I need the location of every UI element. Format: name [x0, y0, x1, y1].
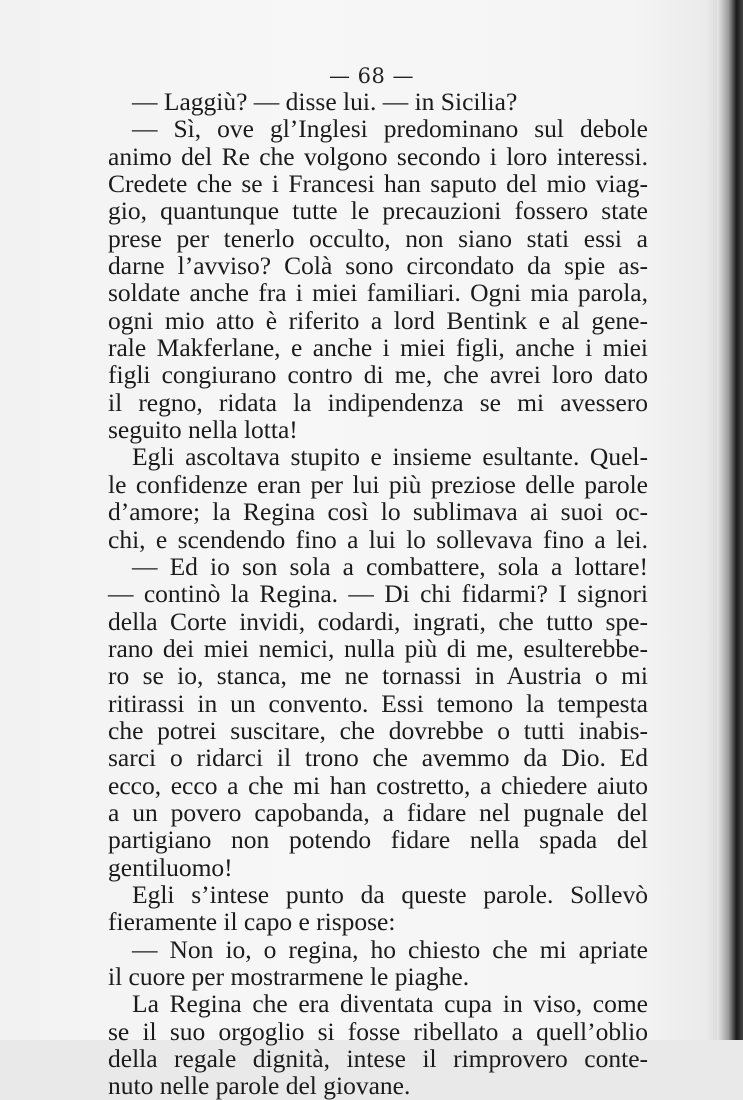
- book-spine-edge: [717, 0, 743, 1040]
- text-line: della Corte invidi, codardi, ingrati, che tutto spe-: [108, 606, 648, 636]
- text-line: il regno, ridata la indipendenza se mi avessero: [108, 387, 648, 417]
- text-line: darne l’avviso? Colà sono circondato da spie as-: [108, 251, 648, 281]
- text-line: della regale dignità, intese il rimprovero conte-: [108, 1044, 648, 1074]
- text-line: Credete che se i Francesi han saputo del mio viag-: [108, 169, 648, 199]
- body-text: [108, 88, 648, 1100]
- text-line: a un povero capobanda, a fidare nel pugnale del: [108, 797, 648, 827]
- text-line: ro se io, stanca, me ne tornassi in Austria o mi: [108, 661, 648, 691]
- text-line: — Laggiù? — disse lui. — in Sicilia?: [132, 87, 518, 116]
- page-number: — 68 —: [328, 64, 415, 88]
- text-line: La Regina che era diventata cupa in viso, come: [132, 989, 648, 1019]
- text-line: rale Makferlane, e anche i miei figli, anche i miei: [108, 333, 648, 363]
- text-line: partigiano non potendo fidare nella spada del: [108, 825, 648, 855]
- text-line: sarci o ridarci il trono che avemmo da Dio. Ed: [108, 743, 648, 773]
- text-line: fieramente il capo e rispose:: [108, 907, 396, 937]
- text-line: animo del Re che volgono secondo i loro interessi.: [108, 141, 648, 171]
- text-line: nuto nelle parole del giovane.: [108, 1071, 411, 1100]
- text-line: — Sì, ove gl’Inglesi predominano sul debole: [132, 114, 648, 144]
- text-line: figli congiurano contro di me, che avrei loro dato: [108, 360, 648, 390]
- text-line: il cuore per mostrarmene le piaghe.: [108, 962, 470, 991]
- page-gutter-shadow: [707, 0, 717, 1040]
- text-line: se il suo orgoglio si fosse ribellato a quell’oblio: [108, 1016, 648, 1046]
- text-line: — Ed io son sola a combattere, sola a lottare!: [132, 551, 648, 581]
- text-line: le confidenze eran per lui più preziose delle parole: [108, 469, 648, 499]
- text-line: — Non io, o regina, ho chiesto che mi apriate: [132, 934, 648, 964]
- text-line: seguito nella lotta!: [108, 415, 298, 445]
- text-line: ogni mio atto è riferito a lord Bentink e al gene-: [108, 305, 648, 335]
- text-line: Egli ascoltava stupito e insieme esultante. Quel-: [132, 442, 648, 472]
- text-line: d’amore; la Regina così lo sublimava ai suoi oc-: [108, 497, 648, 527]
- text-line: soldate anche fra i miei familiari. Ogni mia parola,: [108, 278, 648, 308]
- text-line: ecco, ecco a che mi han costretto, a chiedere aiuto: [108, 770, 648, 800]
- text-line: rano dei miei nemici, nulla più di me, esulterebbe-: [108, 633, 648, 663]
- text-line: prese per tenerlo occulto, non siano stati essi a: [108, 223, 648, 253]
- text-line: ritirassi in un convento. Essi temono la tempesta: [108, 688, 648, 718]
- text-line: che potrei suscitare, che dovrebbe o tutti inabis-: [108, 715, 648, 745]
- text-line: gentiluomo!: [108, 852, 233, 882]
- text-line: Egli s’intese punto da queste parole. Sollevò: [132, 879, 648, 909]
- text-line: gio, quantunque tutte le precauzioni fossero state: [108, 196, 648, 226]
- text-line: chi, e scendendo fino a lui lo sollevava fino a lei.: [108, 524, 648, 554]
- text-line: — continò la Regina. — Di chi fidarmi? I signori: [108, 579, 648, 609]
